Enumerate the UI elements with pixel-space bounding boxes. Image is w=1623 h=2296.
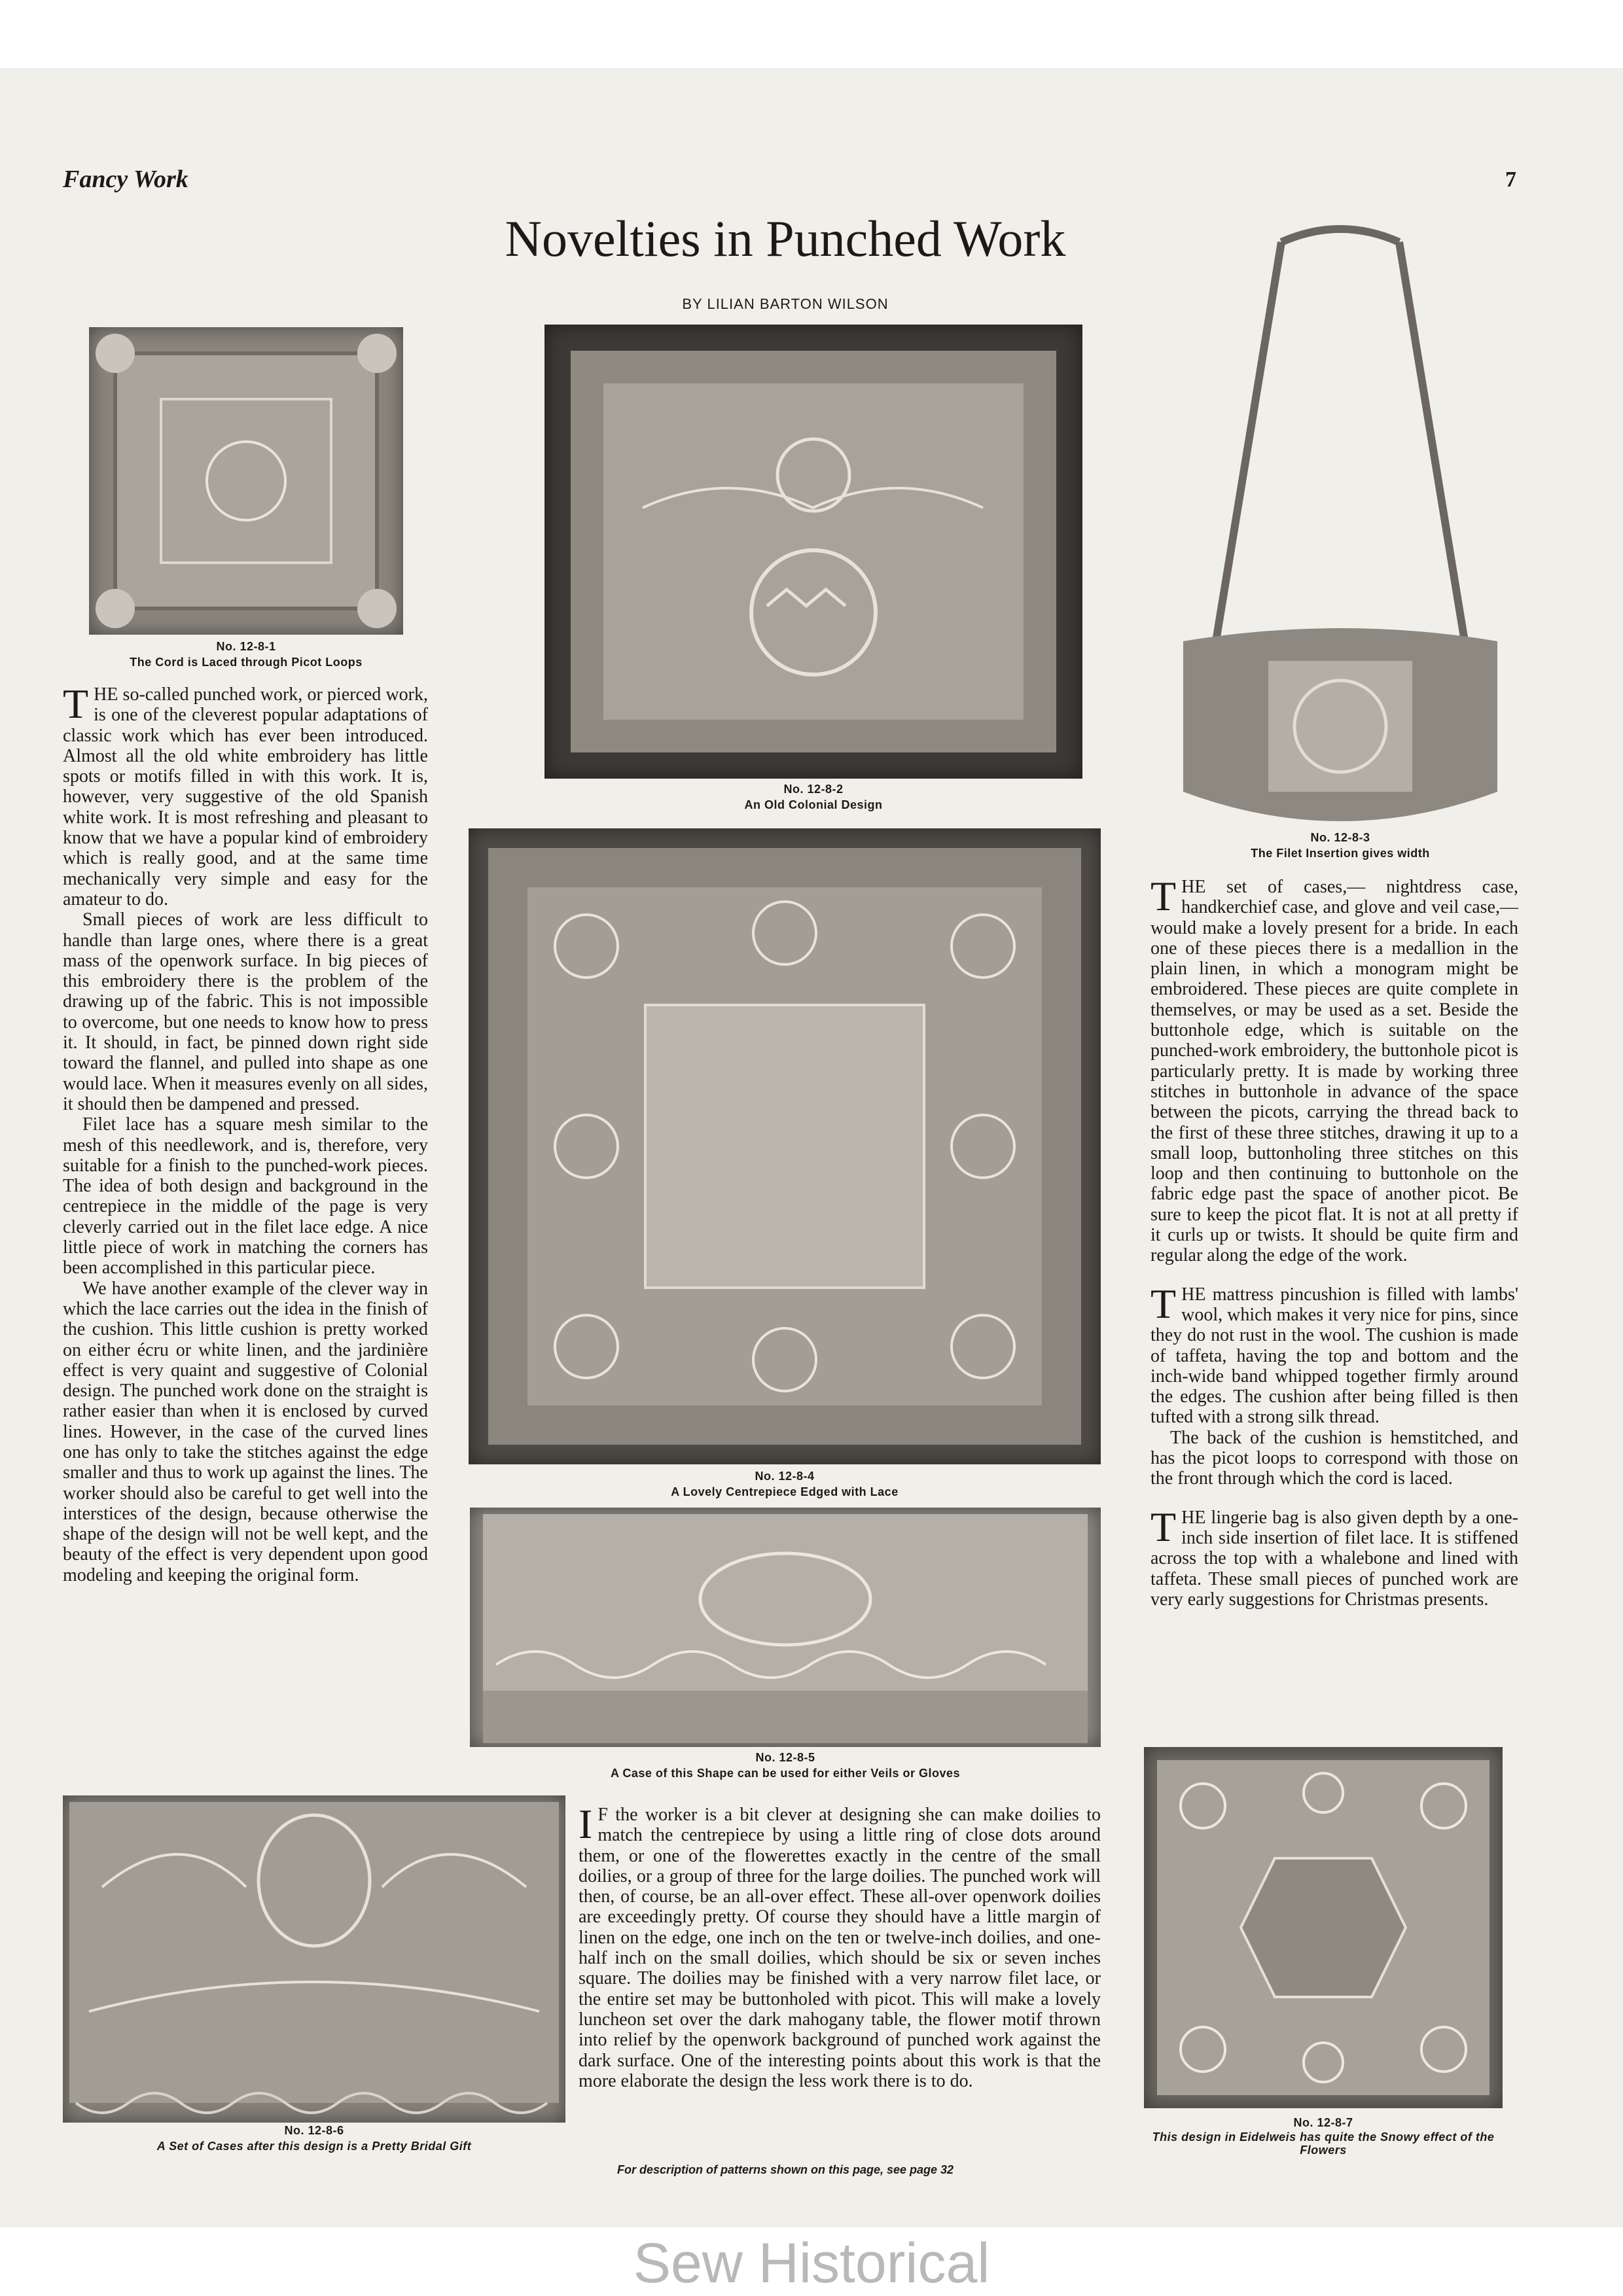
drop-cap: I	[579, 1801, 593, 1847]
figure-caption: A Case of this Shape can be used for either Veils or Gloves	[611, 1767, 960, 1780]
center-column-text	[579, 1801, 1101, 2091]
figure-caption: This design in Eidelweis has quite the Snowy effect of the Flowers	[1152, 2130, 1495, 2157]
paragraph: HE lingerie bag is also given depth by a one-inch side insertion of filet lace. It is stiffened across the top with a whalebone and lined with taffeta. These small pieces of punched work are very early suggestions for Christmas presents.	[1150, 1507, 1518, 1610]
paragraph: F the worker is a bit clever at designing she can make doilies to match the centrepiece by using a little ring of close dots around them, or one of the flowerettes exactly in the centre of the small doilies, or a group of three for the large doilies. The punched work will then, of course, be an all-over effect. These all-over openwork doilies are exceedingly pretty. Of course they should have a little margin of linen on the edge, one inch on the ten or twelve-inch doilies, and one-half inch on the small doilies, which should be six or seven inches square. The doilies may be finished with a very narrow filet lace, or the entire set may be buttonholed with picot. This will make a lovely luncheon set over the dark mahogany table, the flower motif thrown into relief by the openwork background of punched work against the dark surface. One of the interesting points about this work is that the more elaborate the design the less work there is to do.	[579, 1805, 1101, 2091]
paragraph: We have another example of the clever way in which the lace carries out the idea in the finish of the cushion. This little cushion is pretty worked on either écru or white linen, and the jardinière effect is very quaint and suggestive of Colonial design. The punched work done on the straight is rather easier than when it is enclosed by curved lines. However, in the case of the curved lines one has only to take the stitches against the edge smaller and thus to work up against the lines. The worker should also be careful to get well into the interstices of the design, because otherwise the shape of the design will not be well kept, and the beauty of the effect is very dependent upon good modeling and keeping the original form.	[63, 1278, 428, 1585]
figure-number: No. 12-8-7	[1293, 2116, 1353, 2129]
section-header: Fancy Work	[63, 166, 188, 193]
footnote: For description of patterns shown on this page, see page 32	[616, 2163, 954, 2176]
figure-caption: The Filet Insertion gives width	[1251, 847, 1430, 860]
paragraph: Filet lace has a square mesh similar to the mesh of this needlework, and is, therefore, very suitable for a finish to the punched-work pieces. The idea of both design and background in the centrepiece in the middle of the page is very cleverly carried out in the filet lace edge. A nice little piece of work in matching the corners has been accomplished in this particular piece.	[63, 1114, 428, 1279]
figure-number: No. 12-8-3	[1310, 831, 1370, 844]
paragraph: Small pieces of work are less difficult to handle than large ones, where there is a great mass of the openwork surface. In big pieces of this embroidery there is the problem of the drawing up of the fabric. This is not impossible to overcome, but one needs to know how to press it. It should, in fact, be pinned down right side toward the flannel, and pulled into shape as one would lace. When it measures evenly on all sides, it should then be dampened and pressed.	[63, 910, 428, 1114]
article-title: Novelties in Punched Work	[505, 210, 1066, 267]
photo-doily-12-8-7	[1144, 1747, 1503, 2108]
figure-number: No. 12-8-5	[755, 1751, 815, 1764]
watermark: Sew Historical	[633, 2232, 990, 2295]
figure-caption: A Lovely Centrepiece Edged with Lace	[671, 1485, 899, 1498]
paragraph: HE set of cases,— nightdress case, handkerchief case, and glove and veil case,— would make a lovely present for a bride. In each one of these pieces there is a medallion in the plain linen, in which a monogram might be embroidered. These pieces are quite complete in themselves, or may be used as a set. Beside the buttonhole edge, which is suitable on the punched-work embroidery, the buttonhole picot is particularly pretty. It is made by working three stitches in buttonhole in advance of the space between the picots, carrying the thread back to the first of these three stitches, drawing it up to a small loop, buttonholing three stitches on this loop and then continuing to buttonhole on the fabric edge past the space of another picot. Be sure to keep the picot flat. It is not at all pretty if it curls up or twists. It should be quite firm and regular along the edge of the work.	[1150, 877, 1518, 1266]
paragraph: HE mattress pincushion is filled with lambs' wool, which makes it very nice for pins, since they do not rust in the wool. The cushion is made of taffeta, having the top and bottom and the inch-wide band whipped together firmly around the edges. The cushion after being filled is then tufted with a strong silk thread.	[1150, 1284, 1518, 1428]
drop-cap: T	[1150, 1280, 1177, 1327]
drop-cap: T	[1150, 873, 1177, 919]
figure-caption: A Set of Cases after this design is a Pretty Bridal Gift	[156, 2140, 472, 2153]
left-column-text	[63, 680, 428, 1585]
figure-number: No. 12-8-6	[284, 2124, 344, 2137]
photo-centrepiece-12-8-4	[469, 828, 1101, 1464]
figure-number: No. 12-8-4	[755, 1470, 815, 1483]
figure-number: No. 12-8-2	[783, 783, 844, 796]
photo-cases-12-8-6	[63, 1795, 565, 2123]
paragraph: The back of the cushion is hemstitched, and has the picot loops to correspond with those on the front through which the cord is laced.	[1150, 1427, 1518, 1489]
drop-cap: T	[1150, 1503, 1177, 1550]
byline: BY LILIAN BARTON WILSON	[682, 296, 889, 312]
photo-bag-12-8-3	[1157, 216, 1524, 844]
figure-number: No. 12-8-1	[216, 640, 276, 653]
figure-caption: An Old Colonial Design	[744, 798, 883, 811]
photo-pillow-12-8-2	[544, 325, 1082, 779]
right-column-text	[1150, 873, 1518, 1610]
drop-cap: T	[63, 680, 89, 727]
figure-caption: The Cord is Laced through Picot Loops	[130, 656, 363, 669]
page-number: 7	[1505, 168, 1516, 192]
photo-case-12-8-5	[470, 1508, 1101, 1747]
photo-cushion-12-8-1	[89, 327, 403, 635]
paragraph: HE so-called punched work, or pierced work, is one of the cleverest popular adaptations of classic work which has ever been introduced. Almost all the old white embroidery has little spots or motifs filled in with this work. It is, however, very suggestive of the old Spanish white work. It is most refreshing and pleasant to know that we have a popular kind of embroidery which is really good, and at the same time mechanically very simple and easy for the amateur to do.	[63, 684, 428, 910]
